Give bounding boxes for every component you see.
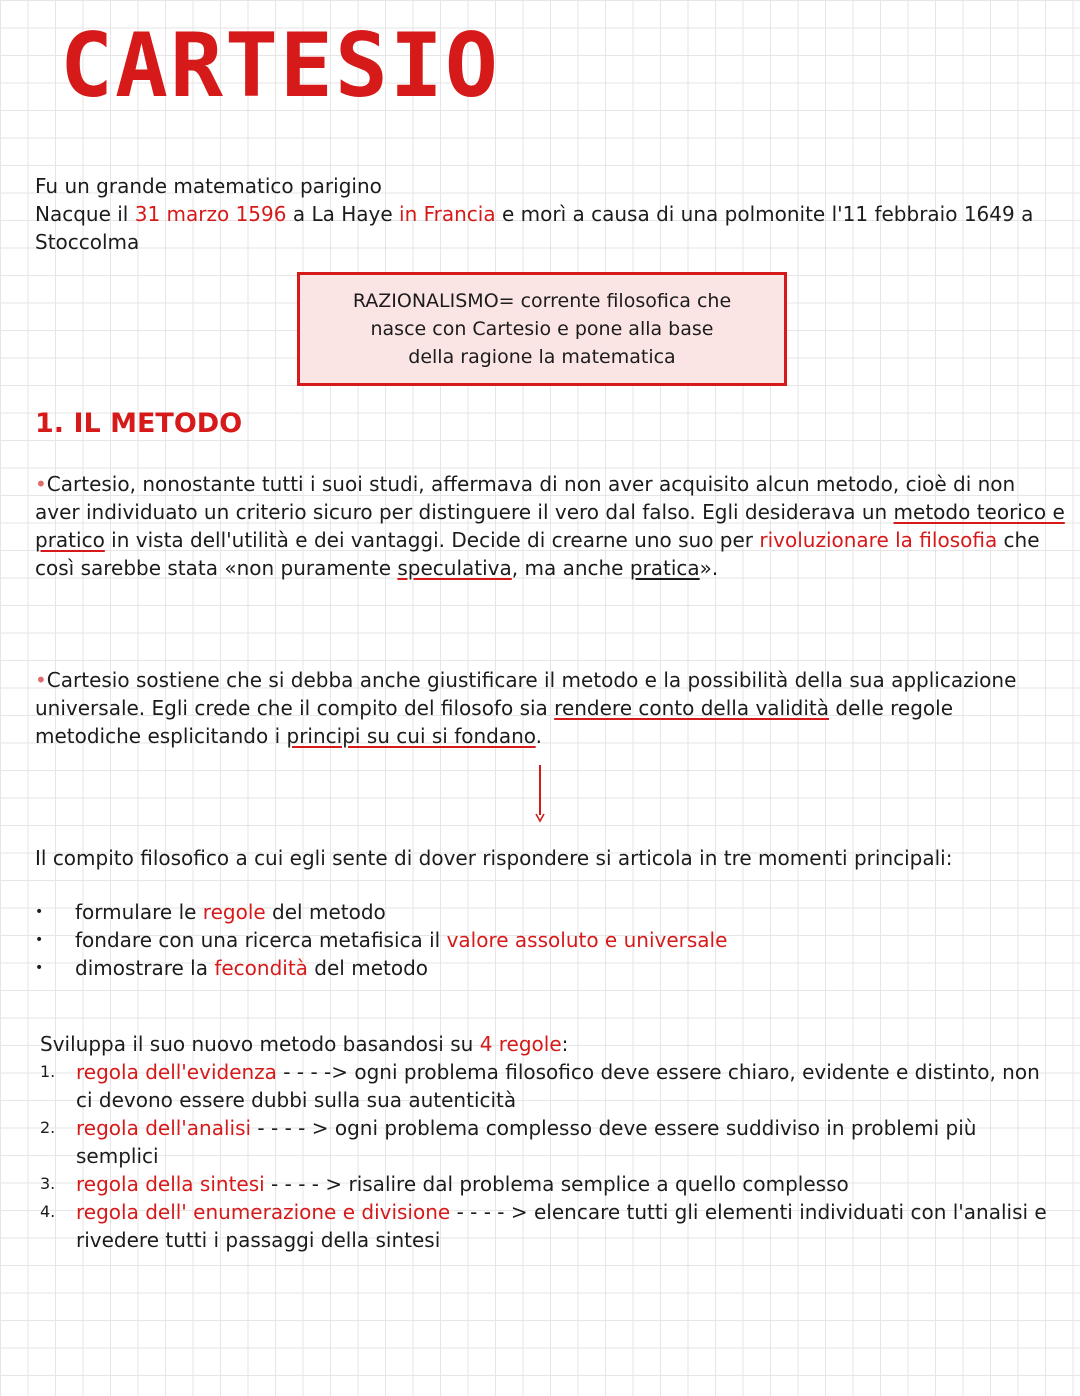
paragraph-compito: Il compito filosofico a cui egli sente di dover rispondere si articola in tre momenti principali: — [35, 846, 953, 870]
list-item — [35, 926, 727, 954]
regole-highlight: 4 regole — [479, 1032, 562, 1056]
rule-number: 4. — [40, 1202, 56, 1221]
rule-name: regola dell' enumerazione e divisione — [76, 1200, 451, 1224]
definition-text — [353, 287, 731, 371]
bullet-dot: • — [35, 472, 47, 496]
p2-text1: Cartesio sostiene che si debba anche giustificare il metodo e la possibilità della sua applicazione universale. Egli crede che il compito del filosofo sia — [35, 668, 1017, 720]
rule-arrow: - - - - > — [264, 1172, 349, 1196]
p1-underline-pratica: pratica — [629, 556, 700, 580]
p1-text1: Cartesio, nonostante tutti i suoi studi, affermava di non aver acquisito alcun metodo, cioè di non aver individuato un criterio sicuro per distinguere il vero dal falso. Egli desiderava un — [35, 472, 1016, 524]
moment-text: dimostrare la — [75, 956, 215, 980]
p1-text4: , ma anche — [511, 556, 630, 580]
paragraph-metodo-1 — [35, 470, 1065, 582]
moment-text: del metodo — [265, 900, 386, 924]
regole-text: : — [561, 1032, 569, 1056]
regole-text: Sviluppa il suo nuovo metodo basandosi su — [40, 1032, 480, 1056]
p1-text3: che così sarebbe stata «non puramente — [35, 528, 1040, 580]
rule-arrow: - - - - > — [450, 1200, 534, 1224]
moment-highlight: valore assoluto e universale — [446, 928, 728, 952]
p2-underline-principi: principi su cui si fondano — [286, 724, 536, 748]
p1-underline-metodo: metodo teorico e pratico — [35, 500, 1065, 552]
rule-arrow: - - - - > — [251, 1116, 335, 1140]
p1-red-rivoluzionare: rivoluzionare la filosofia — [759, 528, 998, 552]
rule-desc: ogni problema complesso deve essere suddiviso in problemi più semplici — [76, 1116, 977, 1168]
rule-desc: elencare tutti gli elementi individuati con l'analisi e rivedere tutti i passaggi della sintesi — [76, 1200, 1047, 1252]
rule-desc: risalire dal problema semplice a quello complesso — [348, 1172, 849, 1196]
rule-number: 2. — [40, 1118, 56, 1137]
intro-born-country: in Francia — [399, 202, 496, 226]
p2-underline-validita: rendere conto della validità — [554, 696, 830, 720]
list-item — [40, 1198, 1050, 1254]
intro-born-mid: a La Haye — [286, 202, 400, 226]
rule-name: regola dell'analisi — [76, 1116, 252, 1140]
down-arrow-icon — [533, 765, 547, 823]
moment-text: formulare le — [75, 900, 203, 924]
rule-number: 1. — [40, 1062, 56, 1081]
rule-arrow: - - - -> — [276, 1060, 355, 1084]
rules-list — [40, 1058, 1050, 1254]
definition-line2: nasce con Cartesio e pone alla base — [370, 318, 714, 340]
p1-text5: ». — [699, 556, 719, 580]
definition-box — [297, 272, 787, 386]
rule-number: 3. — [40, 1174, 56, 1193]
intro-born-prefix: Nacque il — [35, 202, 135, 226]
p2-text2: delle regole metodiche esplicitando i — [35, 696, 954, 748]
list-item — [35, 954, 727, 982]
page-title: CARTESIO — [60, 14, 500, 117]
list-item — [40, 1114, 1050, 1170]
p2-text3: . — [535, 724, 543, 748]
paragraph-regole — [40, 1030, 1070, 1058]
rule-desc: ogni problema filosofico deve essere chiaro, evidente e distinto, non ci devono essere dubbi sulla sua autenticità — [76, 1060, 1040, 1112]
rule-name: regola dell'evidenza — [76, 1060, 277, 1084]
moments-list — [35, 898, 727, 982]
rule-name: regola della sintesi — [76, 1172, 265, 1196]
list-item — [40, 1058, 1050, 1114]
intro-line1: Fu un grande matematico parigino — [35, 174, 382, 198]
intro-born-rest: e morì a causa di una polmonite l'11 febbraio 1649 a Stoccolma — [35, 202, 1034, 254]
moment-highlight: fecondità — [214, 956, 308, 980]
moment-text: fondare con una ricerca metafisica il — [75, 928, 447, 952]
p1-text2: in vista dell'utilità e dei vantaggi. Decide di crearne uno suo per — [104, 528, 760, 552]
p1-underline-speculativa: speculativa — [397, 556, 512, 580]
intro-born-date: 31 marzo 1596 — [134, 202, 287, 226]
paragraph-metodo-2 — [35, 666, 1065, 750]
moment-text: del metodo — [307, 956, 429, 980]
list-item — [40, 1170, 1050, 1198]
definition-line1: RAZIONALISMO= corrente filosofica che — [352, 290, 732, 312]
list-item — [35, 898, 727, 926]
bullet-dot: • — [35, 668, 47, 692]
section-heading-metodo: 1. IL METODO — [35, 408, 243, 439]
intro-paragraph — [35, 172, 1065, 256]
definition-line3: della ragione la matematica — [408, 346, 676, 368]
moment-highlight: regole — [202, 900, 266, 924]
